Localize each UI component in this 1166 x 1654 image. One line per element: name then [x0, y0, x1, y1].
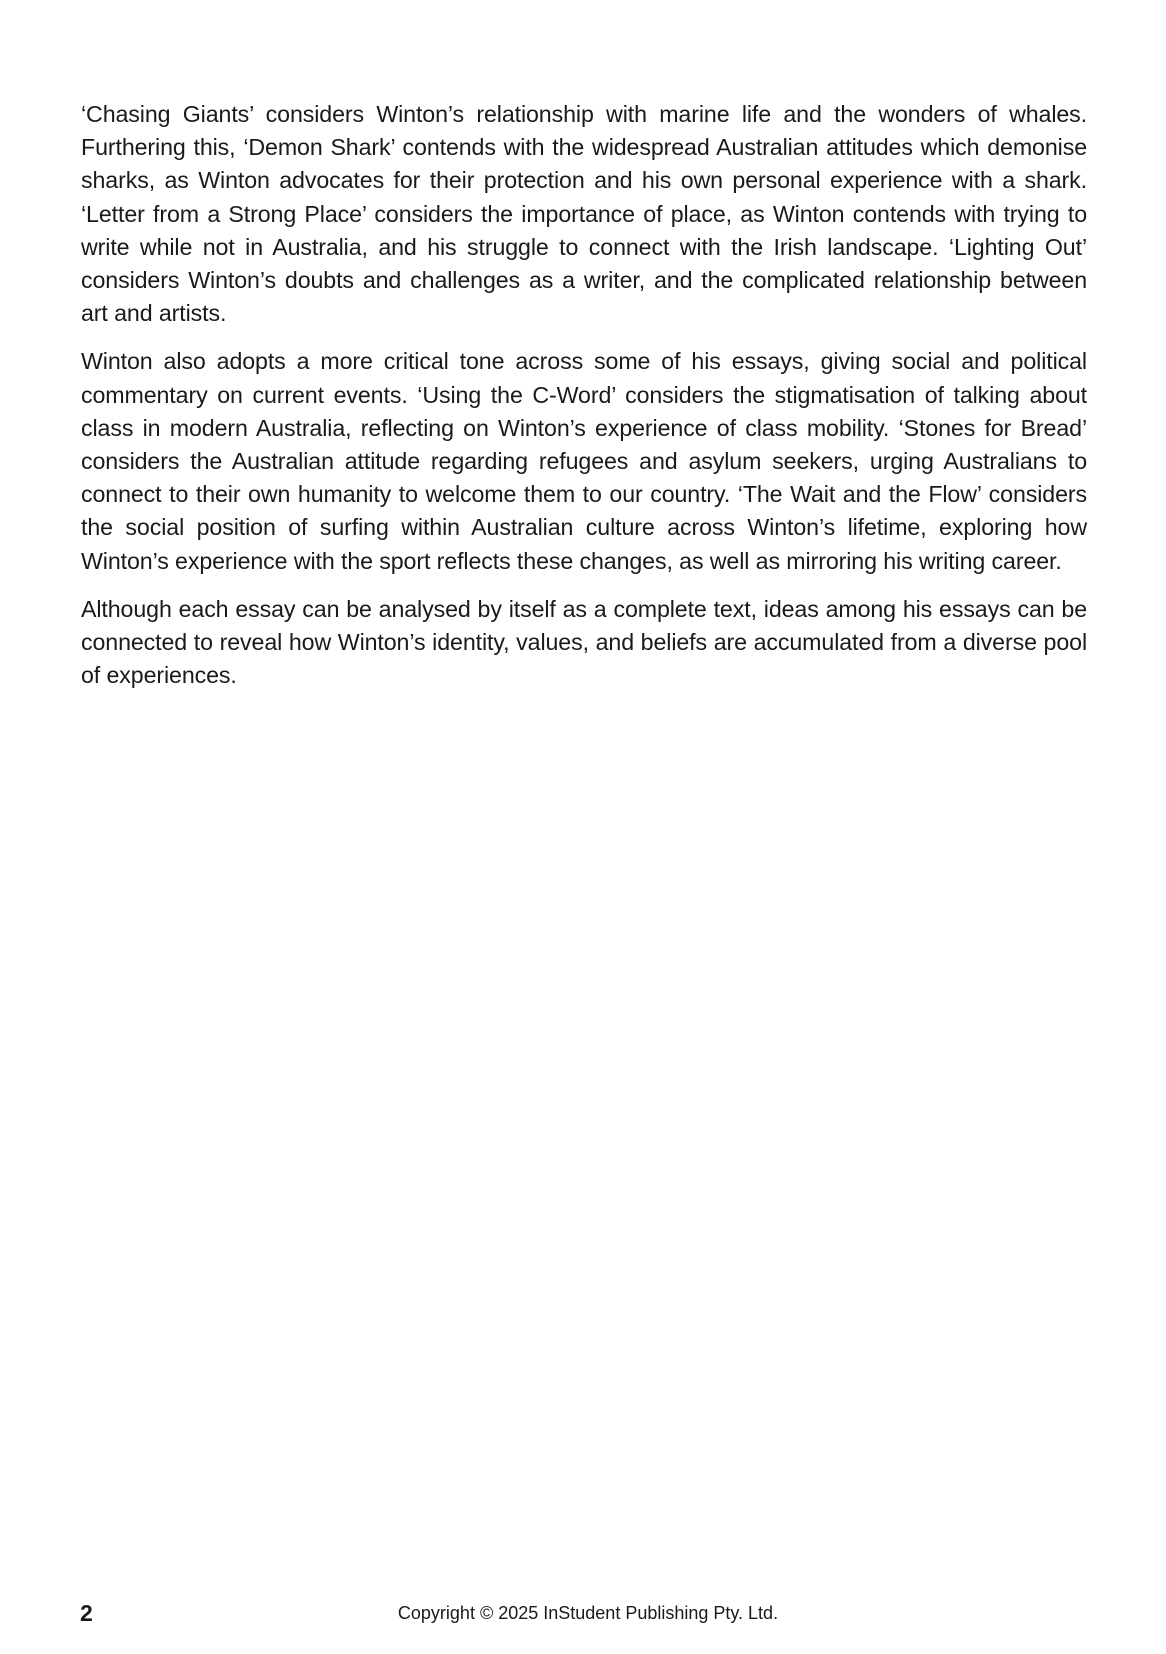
page-number: 2 [80, 1600, 93, 1626]
paragraph-1: ‘Chasing Giants’ considers Winton’s relationship with marine life and the wonders of whales. Furthering this, ‘Demon Shark’ contends with the widespread Australian attitudes which demonise sharks, as Winton advocates for their protection and his own personal experience with a shark. ‘Letter from a Strong Place’ considers the importance of place, as Winton contends with trying to write while not in Australia, and his struggle to connect with the Irish landscape. ‘Lighting Out’ considers Winton’s doubts and challenges as a writer, and the complicated relationship between art and artists. [81, 101, 1087, 327]
paragraph-3: Although each essay can be analysed by itself as a complete text, ideas among his essays can be connected to reveal how Winton’s identity, values, and beliefs are accumulated from a diverse pool of experiences. [81, 595, 1087, 689]
copyright-notice: Copyright © 2025 InStudent Publishing Pty. Ltd. [397, 1603, 779, 1623]
paragraph-2: Winton also adopts a more critical tone across some of his essays, giving social and political commentary on current events. ‘Using the C-Word’ considers the stigmatisation of talking about class in modern Australia, reflecting on Winton’s experience of class mobility. ‘Stones for Bread’ considers the Australian attitude regarding refugees and asylum seekers, urging Australians to connect to their own humanity to welcome them to our country. ‘The Wait and the Flow’ considers the social position of surfing within Australian culture across Winton’s lifetime, exploring how Winton’s experience with the sport reflects these changes, as well as mirroring his writing career. [81, 348, 1087, 574]
document-body [81, 98, 1087, 707]
page-footer [0, 1598, 1166, 1628]
